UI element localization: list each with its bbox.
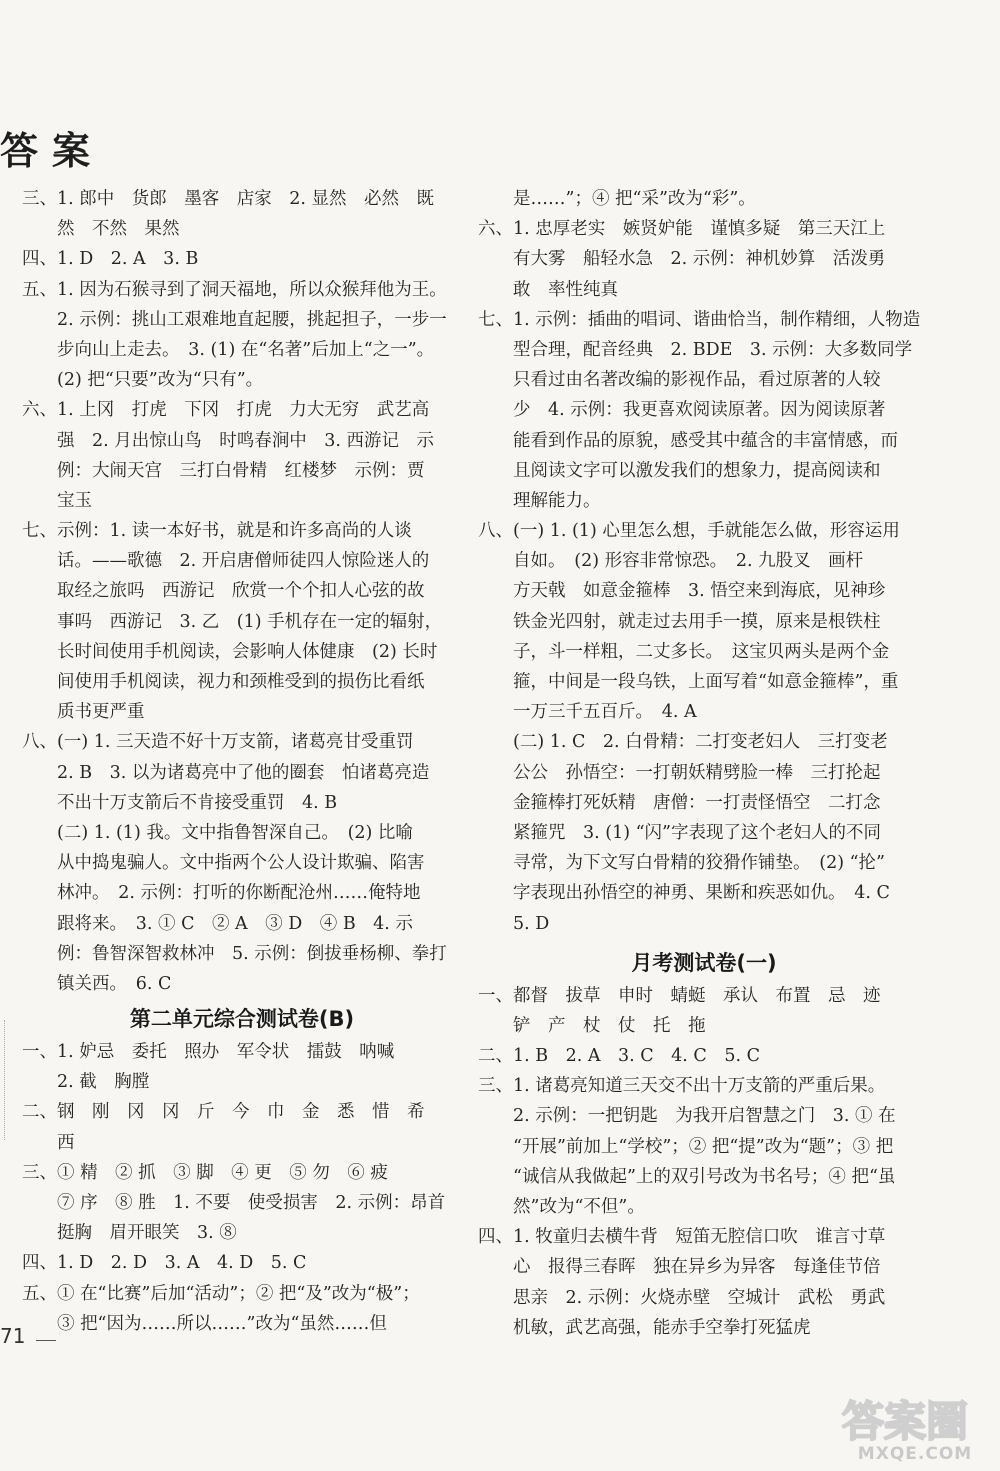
answer-line: 然”改为“不但”。 (478, 1197, 645, 1217)
answer-line: 七、1. 示例：插曲的唱词、谐曲恰当，制作精细，人物造 (478, 309, 921, 330)
binding-margin-dots (4, 1020, 8, 1140)
answer-line: 八、(一) 1. 三天造不好十万支箭，诸葛亮甘受重罚 (22, 732, 414, 753)
answer-line: ⑦ 序 ⑧ 胜 1. 不要 使受损害 2. 示例：昂首 (22, 1193, 446, 1213)
page-number: 71 (0, 1324, 26, 1348)
answer-line: 铲 产 杖 仗 托 拖 (478, 1015, 706, 1036)
answer-line: 三、1. 郎中 货郎 墨客 店家 2. 显然 必然 既 (22, 189, 435, 209)
answer-line: 挺胸 眉开眼笑 3. ⑧ (22, 1223, 237, 1244)
answer-line: 步向山上走去。 3. (1) 在“名著”后加上“之一”。 (22, 339, 435, 360)
watermark-url: MXQE.COM (857, 1444, 973, 1464)
answer-line: 事吗 西游记 3. 乙 (1) 手机存在一定的辐射， (22, 611, 443, 632)
answer-line: 5. D (478, 913, 550, 934)
answer-line: 2. 截 胸膛 (22, 1072, 150, 1093)
answer-line: 七、示例：1. 读一本好书，就是和许多高尚的人谈 (22, 521, 412, 542)
left-answer-column (22, 184, 462, 1339)
answer-line: 从中捣鬼骗人。文中指两个公人设计欺骗、陷害 (22, 853, 425, 874)
answer-line: 铁金光四射，就走过去用手一摸，原来是根铁柱 (478, 611, 881, 632)
answer-line: (二) 1. C 2. 白骨精：二打变老妇人 三打变老 (478, 732, 888, 753)
answer-line: 四、1. D 2. D 3. A 4. D 5. C (22, 1253, 307, 1274)
answer-line: 自如。 (2) 形容非常惊恐。 2. 九股叉 画杆 (478, 551, 864, 572)
answer-line: 一、都督 拔草 申时 蜻蜓 承认 布置 忌 迹 (478, 985, 881, 1006)
answer-line: 五、① 在“比赛”后加“活动”；② 把“及”改为“极”； (22, 1283, 420, 1304)
answer-line: 能看到作品的原貌，感受其中蕴含的丰富情感，而 (478, 430, 898, 451)
right-lines-after (478, 981, 930, 1343)
answer-line: 然 不然 果然 (22, 219, 180, 240)
answer-line: 强 2. 月出惊山鸟 时鸣春涧中 3. 西游记 示 (22, 430, 435, 451)
watermark-logo (840, 1392, 986, 1446)
answer-line: 只看过由名著改编的影视作品，看过原著的人较 (478, 370, 881, 391)
answer-line: 子，斗一样粗，二丈多长。 这宝贝两头是两个金 (478, 641, 890, 662)
answer-line: 取经之旅吗 西游记 欣赏一个个扣人心弦的故 (22, 581, 425, 602)
monthly-test-title: 月考测试卷(一) (631, 950, 777, 975)
answer-line: 字表现出孙悟空的神勇、果断和疾恶如仇。 4. C (478, 883, 890, 904)
answer-line: 四、1. D 2. A 3. B (22, 249, 199, 270)
answer-line: 二、1. B 2. A 3. C 4. C 5. C (478, 1046, 760, 1067)
answer-line: 2. 示例：挑山工艰难地直起腰，挑起担子，一步一 (22, 309, 447, 330)
answer-line: 六、1. 忠厚老实 嫉贤妒能 谨慎多疑 第三天江上 (478, 219, 886, 240)
watermark-logo-text: 答案圈 (842, 1397, 969, 1446)
unit-two-test-title: 第二单元综合测试卷(B) (129, 1007, 355, 1032)
right-answer-column (478, 184, 930, 1343)
answer-line: 间使用手机阅读，视力和颈椎受到的损伤比看纸 (22, 672, 425, 692)
answer-line: 四、1. 牧童归去横牛背 短笛无腔信口吹 谁言寸草 (478, 1227, 886, 1248)
answer-line: 思亲 2. 示例：火烧赤壁 空城计 武松 勇武 (478, 1287, 886, 1308)
watermark (840, 1392, 986, 1468)
answer-line: 公公 孙悟空：一打朝妖精劈脸一棒 三打抡起 (478, 762, 881, 783)
answer-line: 且阅读文字可以激发我们的想象力，提高阅读和 (478, 460, 881, 481)
answer-line: 机敏，武艺高强，能赤手空拳打死猛虎 (478, 1317, 811, 1338)
answer-line: 金箍棒打死妖精 唐僧：一打责怪悟空 二打念 (478, 792, 881, 813)
answer-line: (2) 把“只要”改为“只有”。 (22, 370, 264, 391)
left-lines (22, 184, 462, 999)
answer-line: ③ 把“因为……所以……”改为“虽然……但 (22, 1313, 387, 1334)
answer-line: 少 4. 示例：我更喜欢阅读原著。因为阅读原著 (478, 400, 886, 421)
answer-line: 二、钢 刚 冈 冈 斤 今 巾 金 悉 惜 希 (22, 1102, 425, 1123)
answer-line: 五、1. 因为石猴寻到了洞天福地，所以众猴拜他为王。 (22, 279, 447, 300)
answer-line: 话。——歌德 2. 开启唐僧师徒四人惊险迷人的 (22, 551, 430, 572)
page-number-dash (36, 1340, 56, 1341)
answer-line: 八、(一) 1. (1) 心里怎么想，手就能怎么做，形容运用 (478, 521, 900, 542)
answer-line: 例：鲁智深智救林冲 5. 示例：倒拔垂杨柳、拳打 (22, 943, 447, 964)
answer-line: 一、1. 妒忌 委托 照办 军令状 擂鼓 呐喊 (22, 1042, 395, 1063)
answer-line: 六、1. 上冈 打虎 下冈 打虎 力大无穷 武艺高 (22, 400, 430, 421)
answer-line: 2. B 3. 以为诸葛亮中了他的圈套 怕诸葛亮造 (22, 762, 430, 783)
answer-header-title: 答案 (0, 129, 105, 173)
answer-line: 方天戟 如意金箍棒 3. 悟空来到海底，见神珍 (478, 581, 886, 602)
answer-line: 箍，中间是一段乌铁，上面写着“如意金箍棒”，重 (478, 672, 899, 692)
answer-line: 林冲。 2. 示例：打听的你断配沧州……俺特地 (22, 883, 421, 904)
answer-line: 三、1. 诸葛亮知道三天交不出十万支箭的严重后果。 (478, 1076, 886, 1097)
answer-line: 不出十万支箭后不肯接受重罚 4. B (22, 792, 338, 813)
answer-line: 宝玉 (22, 490, 92, 511)
answer-line: 长时间使用手机阅读，会影响人体健康 (2) 长时 (22, 641, 438, 662)
answer-line: 跟将来。 3. ① C ② A ③ D ④ B 4. 示 (22, 913, 413, 934)
answer-line: 2. 示例：一把钥匙 为我开启智慧之门 3. ① 在 (478, 1106, 896, 1127)
answer-line: 镇关西。 6. C (22, 973, 172, 994)
answer-line: 理解能力。 (478, 490, 601, 511)
answer-line: 寻常，为下文写白骨精的狡猾作铺垫。 (2) “抡” (478, 853, 885, 874)
answer-line: 是……”；④ 把“采”改为“彩”。 (478, 189, 756, 209)
answer-line: 一万三千五百斤。 4. A (478, 702, 697, 723)
answer-line: 敢 率性纯真 (478, 279, 618, 300)
answer-line: (二) 1. (1) 我。文中指鲁智深自己。 (2) 比喻 (22, 822, 413, 843)
answer-line: 紧箍咒 3. (1) “闪”字表现了这个老妇人的不同 (478, 822, 882, 843)
left-lines-after (22, 1037, 462, 1339)
answer-line: 心 报得三春晖 独在异乡为异客 每逢佳节倍 (478, 1257, 881, 1278)
answer-line: “诚信从我做起”上的双引号改为书名号；④ 把“虽 (478, 1166, 896, 1187)
right-lines (478, 184, 930, 939)
answer-line: 例：大闹天宫 三打白骨精 红楼梦 示例：贾 (22, 460, 425, 481)
answer-line: 西 (22, 1132, 75, 1153)
answer-line: “开展”前加上“学校”；② 把“提”改为“题”；③ 把 (478, 1136, 894, 1157)
answer-line: 型合理，配音经典 2. BDE 3. 示例：大多数同学 (478, 339, 913, 360)
answer-line: 有大雾 船轻水急 2. 示例：神机妙算 活泼勇 (478, 249, 886, 270)
answer-line: 质书更严重 (22, 702, 145, 723)
answer-line: 三、① 精 ② 抓 ③ 脚 ④ 更 ⑤ 勿 ⑥ 疲 (22, 1162, 388, 1183)
